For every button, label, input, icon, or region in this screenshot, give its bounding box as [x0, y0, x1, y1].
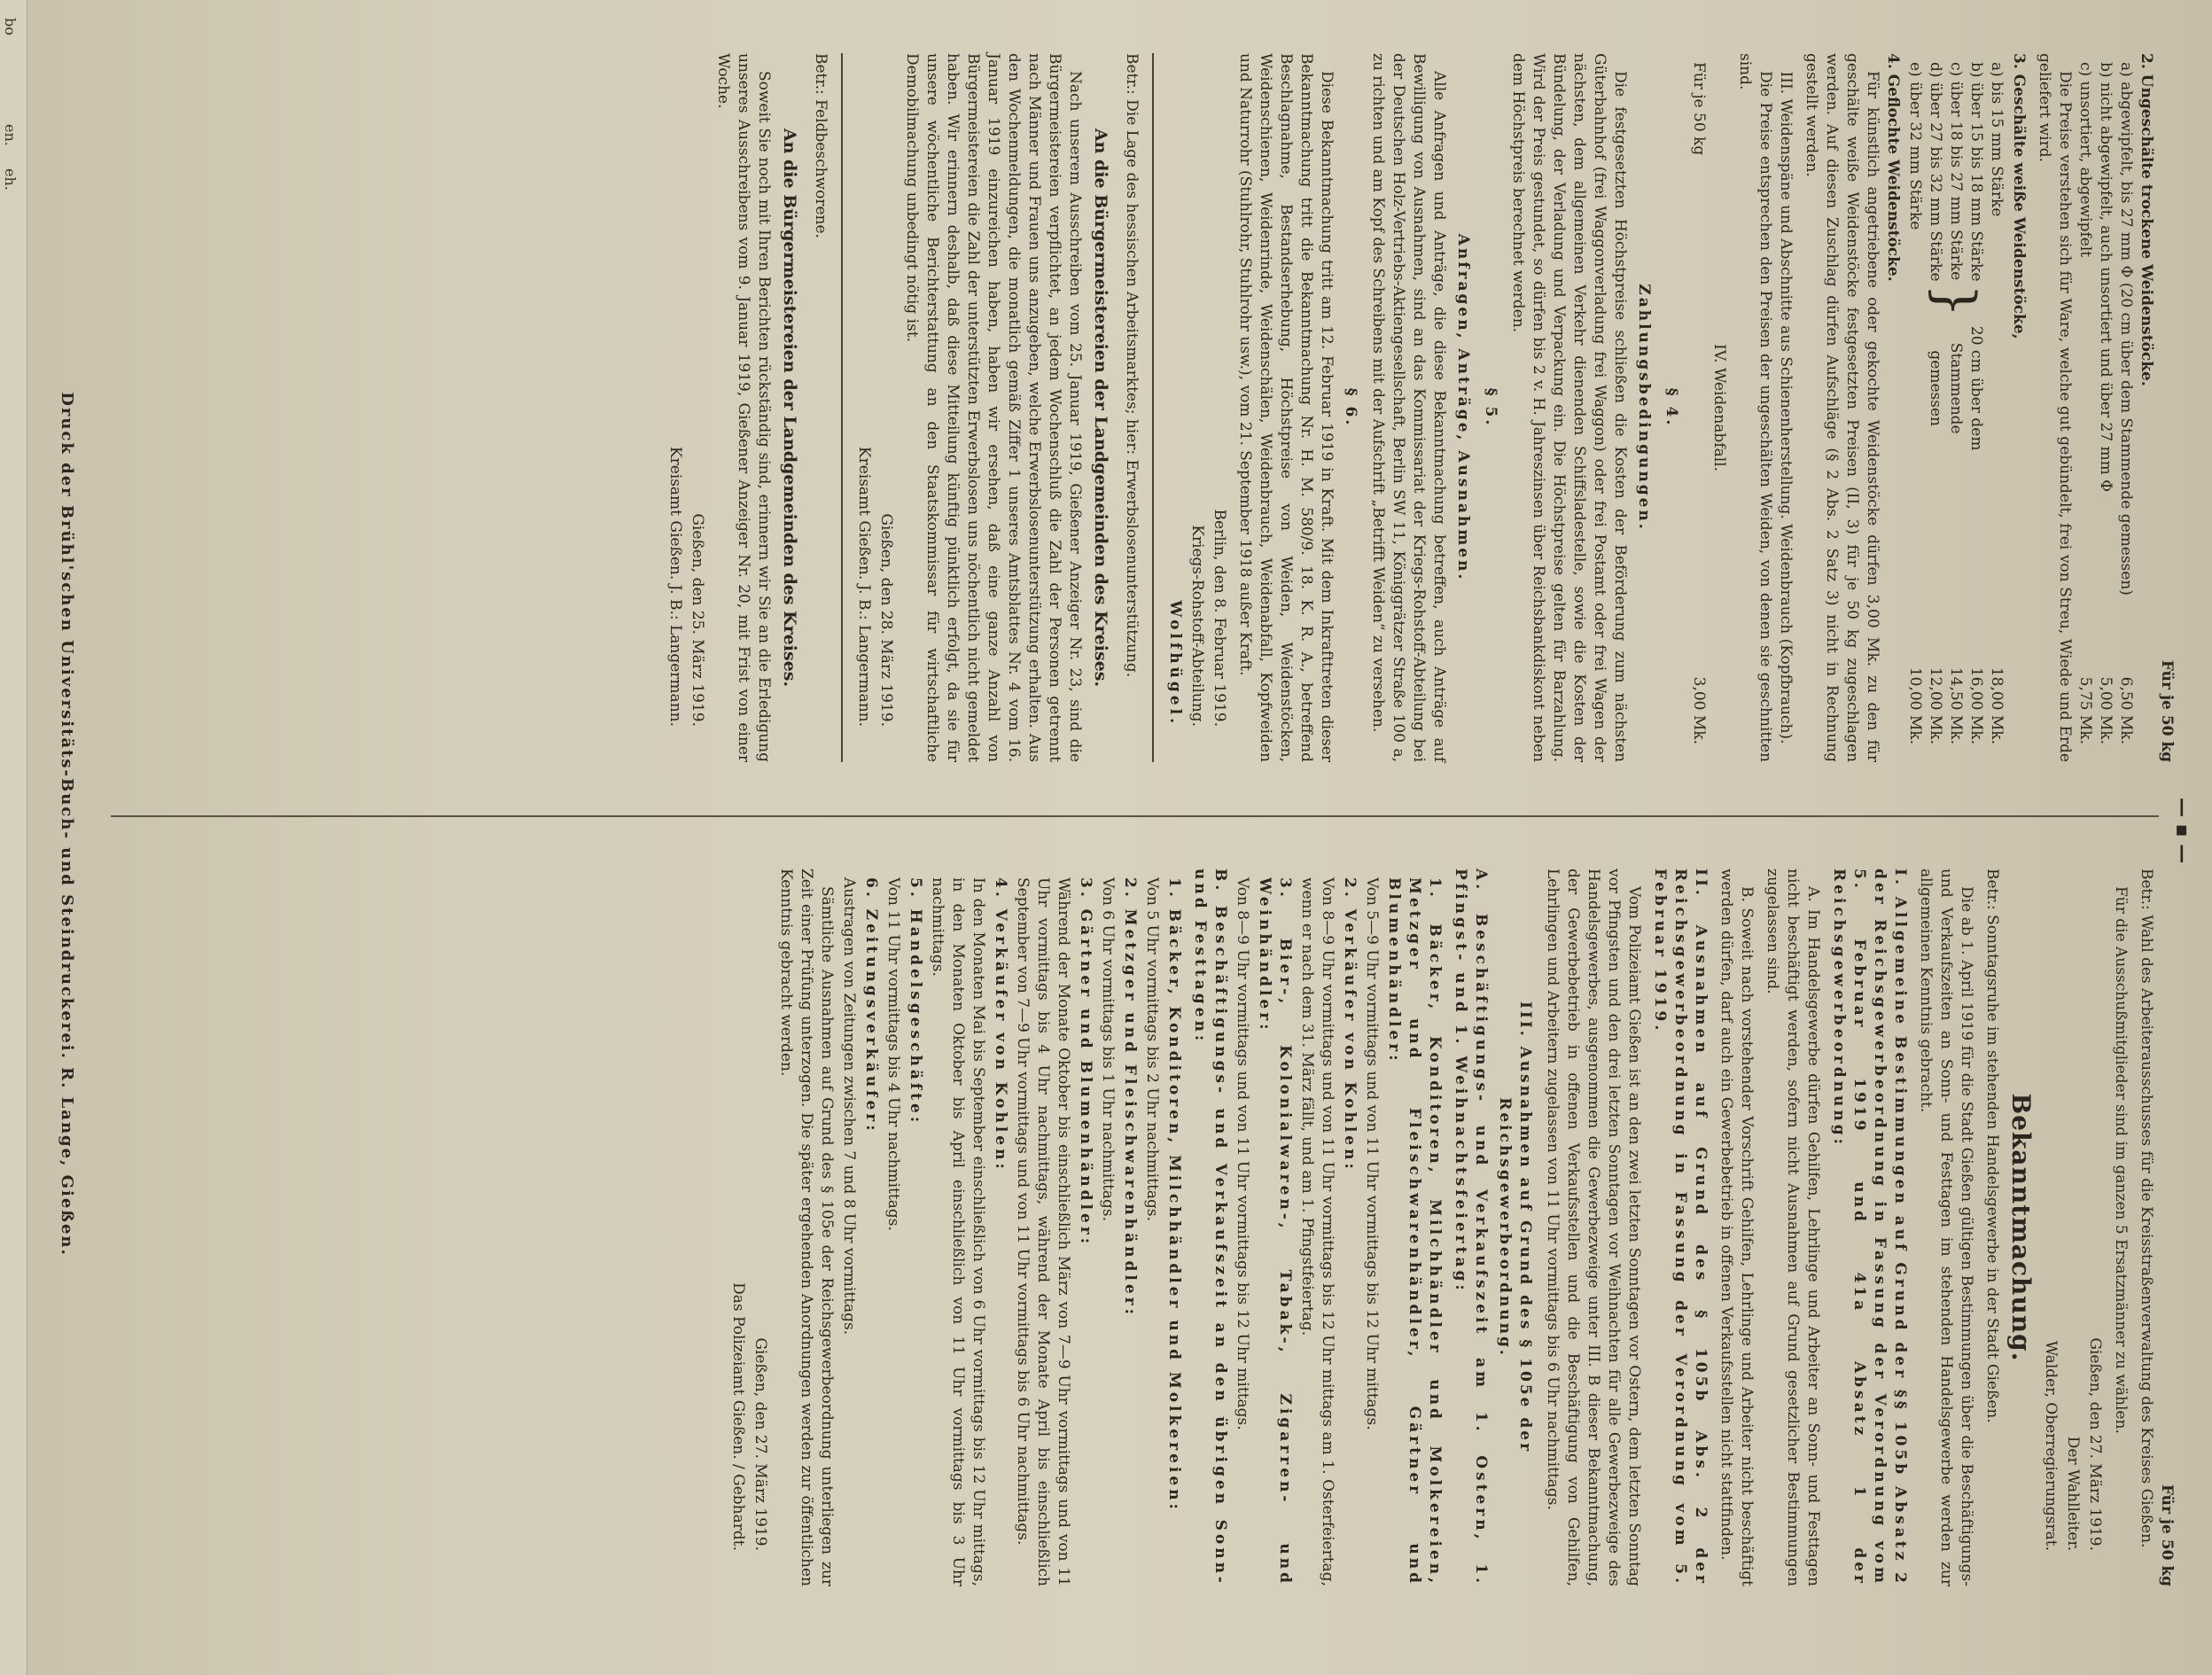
grade-item: e) über 32 mm Stärke: [1906, 62, 1924, 230]
item-text: a) abgewipfelt, bis 27 mm Φ (20 cm über dem Stammende gemessen): [2117, 62, 2135, 596]
list-item-text: Von 8—9 Uhr vormittags und von 11 Uhr vormittags bis 12 Uhr mittags.: [1234, 877, 1251, 1430]
per-50kg-header: Für je 50 kg: [2158, 1484, 2176, 1586]
section-rule: [1152, 53, 1154, 762]
intro-text: Die ab 1. April 1919 für die Stadt Gießen gültigen Bestimmungen über die Beschäftigungs- und Verkaufszeiten an Sonn- und Festtagen im stehenden Handelsgewerbe werden zur allgemeinen Kenntnis gebracht.: [1917, 869, 1975, 1586]
grade-price: 12,00 Mk.: [1927, 666, 1944, 744]
list-item-text: Von 6 Uhr vormittags bis 1 Uhr nachmittags.: [1099, 877, 1117, 1222]
list-item-title: 3. Bier-, Kolonialwaren-, Tabak-, Zigarren- und Weinhändler:: [1256, 877, 1294, 1586]
page-number-mark: — ▪ —: [2171, 798, 2194, 864]
notice-date: Gießen, den 25. März 1919.: [689, 513, 706, 727]
paragraph-number: § 4.: [1663, 387, 1680, 428]
column-divider: [111, 815, 2159, 817]
price-row: [1688, 53, 1709, 762]
grade-list: [1904, 62, 2006, 284]
item-price: 3,00 Mk.: [1690, 676, 1708, 744]
section-ii-title: II. Ausnahmen auf Grund des § 105b Abs. 2 der Reichsgewerbeordnung in Fassung der Verordnung vom 5. Februar 1919.: [1651, 869, 1710, 1586]
newspaper-page: [40, 0, 2212, 1675]
list-item-title: 5. Handelsgeschäfte:: [907, 877, 924, 1126]
notice-text: Nach unserem Ausschreiben vom 25. Januar 1919, Gießener Anzeiger Nr. 23, sind die Bürgermeistereien verpflichtet, an jedem Wochenschluß die Zahl der Personen getrennt nach Männer und Frauen uns anzugeben, welche Erwerbslosenunterstützung erhalten. Aus den Wochenmeldungen, die monatlich gemäß Ziffer 1 unseres Amtsblattes Nr. 4 vom 16. Januar 1919 einzureichen haben, haben wir ersehen, daß eine ganze Anzahl von Bürgermeistereien die Zahl der unterstützten Erwerbslosen uns nöchentlich nicht gemeldet haben. Wir erinnern deshalb, daß diese Mitteilung künftig pünktlich erfolgt, da sie für unsere wöchentliche Berichterstattung an den Staatskommissar für wirtschaftliche Demobilmachung unbedingt nötig ist.: [903, 53, 1084, 762]
section-2-title: 2. Ungeschälte trockene Weidenstöcke.: [2138, 53, 2155, 386]
rotated-page-content: [40, 0, 2212, 1675]
notice-subject: Betr.: Feldbeschworene.: [812, 53, 830, 238]
section-3-title: 3. Geschälte weiße Weidenstöcke,: [2010, 53, 2028, 339]
brace-glyph: }: [1924, 284, 1987, 318]
list-item-text: Austragen von Zeitungen zwischen 7 und 8 Uhr vormittags.: [840, 877, 858, 1336]
list-item-title: 1. Bäcker, Konditoren, Milchhändler und Molkereien:: [1165, 877, 1183, 1513]
paragraph-number: § 6.: [1342, 387, 1359, 428]
item-price: 6,50 Mk.: [2117, 676, 2135, 744]
list-item-title: 1. Bäcker, Konditoren, Milchhändler und Molkereien, Metzger und Fleischwarenhändler, Gärtner und Blumenhändler:: [1385, 877, 1444, 1586]
list-item-text: Während der Monate Oktober bis einschließlich März von 7—9 Uhr vormittags und von 11 Uhr vormittags bis 4 Uhr nachmittags, während der Monate April bis einschließlich September von 7—9 Uhr vormittags und von 11 Uhr vormittags bis 6 Uhr nachmittags.: [1014, 877, 1072, 1586]
notice-text: Für die Ausschußmitglieder sind im ganzen 5 Ersatzmänner zu wählen.: [2112, 886, 2130, 1434]
strip-fragment: en.: [2, 124, 19, 146]
notice-signature: Das Polizeiamt Gießen. / Gebhardt.: [729, 1282, 747, 1551]
list-item-text: Von 8—9 Uhr vormittags und von 11 Uhr vormittags bis 12 Uhr mittags am 1. Osterfeiertag, wenn er nach dem 31. März fällt, und am 1. Pfingstfeiertag.: [1298, 877, 1336, 1586]
list-item-text: Von 5 Uhr vormittags bis 2 Uhr nachmittags.: [1143, 877, 1161, 1222]
paragraph-heading: Anfragen, Anträge, Ausnahmen.: [1454, 233, 1472, 582]
strip-fragment: bo: [2, 18, 19, 35]
item-price: 5,00 Mk.: [2097, 676, 2115, 744]
section-iiib: B. Beschäftigungs- und Verkaufszeit an den übrigen Sonn- und Festtagen:: [1191, 869, 1229, 1586]
list-item-text: Von 11 Uhr vormittags bis 4 Uhr nachmittags.: [884, 877, 902, 1231]
item-price: 5,75 Mk.: [2076, 676, 2094, 744]
grade-table: [1904, 62, 2006, 762]
signature: Wolfhügel.: [1166, 600, 1184, 727]
section-2-note: Die Preise verstehen sich für Ware, welche gut gebündelt, frei von Streu, Wiede und Erde geliefert wird.: [2036, 53, 2074, 762]
paragraph-text: Die festgesetzten Höchstpreise schließen die Kosten der Beförderung zum nächsten Güterbahnhof (frei Waggonverladung frei Waggon) oder frei Postamt oder frei Wagen der nächsten, dem allgemeinen Verkehr dienenden Schiffsladestelle, sowie die Kosten der Bündelung, der Verladung und Verpackung ein. Die Höchstpreise gelten für Barzahlung. Wird der Preis gestundet, so dürfen bis 2 v. H. Jahreszinsen über Reichsbankdiskont neben dem Höchstpreis berechnet werden.: [1509, 53, 1629, 762]
paragraph-text: Diese Bekanntmachung tritt am 12. Februar 1919 in Kraft. Mit dem Inkrafttreten dieser Bekanntmachung tritt die Bekanntmachung Nr. H. M. 580/9. 18. K. R. A., betreffend Beschlagnahme, Bestandserhebung, Höchstpreise von Weiden, Weidenstöcken, Weidenschienen, Weidenrinde, Weidenschälen, Weidenbrauch, Weidenabfall, Kopfweiden und Naturrohr (Stuhlrohr, Stuhlrohr usw.), vom 21. September 1918 außer Kraft.: [1236, 53, 1336, 762]
closing-text: Sämtliche Ausnahmen auf Grund des § 105e der Reichsgewerbeordnung unterliegen zur Zeit einer Prüfung unterzogen. Die später ergehenden Anordnungen werden zur öffentlichen Kenntnis gebracht werden.: [777, 869, 836, 1586]
item-text: Für je 50 kg: [1690, 62, 1708, 156]
grade-price: 16,00 Mk.: [1967, 666, 1985, 744]
section-rule: [841, 53, 843, 762]
section-ii-text: Vom Polizeiamt Gießen ist an den zwei letzten Sonntagen vor Ostern, dem letzten Sonntag vor Pfingsten und den drei letzten Sonntagen vor Weihnachten für alle Gewerbezweige des Handelsgewerbes, ausgenommen die Gewerbezweige unter III. B dieser Bekanntmachung, der Gewerbebetrieb in offenen Verkaufsstellen und die Beschäftigung von Gehilfen, Lehrlingen und Arbeitern zugelassen von 11 Uhr vormittags bis 6 Uhr nachmittags.: [1544, 869, 1643, 1586]
notice-date: Gießen, den 27. März 1919.: [2086, 1337, 2104, 1551]
notice-address: An die Bürgermeistereien der Landgemeinden des Kreises.: [1091, 128, 1110, 688]
left-column: [66, 53, 2177, 762]
adjacent-page-strip: [0, 0, 27, 1675]
printer-imprint: Druck der Brühl'schen Universitäts-Buch- und Steindruckerei. R. Lange, Gießen.: [58, 392, 76, 1257]
measurement-note: 20 cm über dem Stammende gemessen: [1927, 325, 1985, 451]
notice-subject: Betr.: Die Lage des hessischen Arbeitsmarktes; hier: Erwerbslosenunterstützung.: [1123, 53, 1141, 678]
section-iii-title: III. Ausnahmen auf Grund des § 105e der Reichsgewerbeordnung.: [1496, 1001, 1534, 1454]
grade-prices: [1904, 459, 2006, 762]
list-item-title: 2. Verkäufer von Kohlen:: [1341, 877, 1359, 1172]
list-item-text: In den Monaten Mai bis September einschließlich von 6 Uhr vormittags bis 12 Uhr mittags, in den Monaten Oktober bis April einschließlich von 11 Uhr vormittags bis 3 Uhr nachmittags.: [929, 877, 987, 1586]
grade-item: a) bis 15 mm Stärke: [1988, 62, 2006, 217]
section-4-text: Für künstlich angetriebene oder gekochte Weidenstöcke dürfen 3,00 Mk. zu den für geschälte weiße Weidenstöcke festgesetzten Preisen (II, 3) für je 50 kg zugeschlagen werden. Auf diesen Zuschlag dürfen Aufschläge (§ 2 Abs. 2 Satz 3) nicht in Rechnung gestellt werden.: [1803, 53, 1881, 762]
paragraph-heading: Zahlungsbedingungen.: [1635, 284, 1653, 532]
notice-signature: Walder, Oberregierungsrat.: [2042, 1340, 2060, 1551]
section-iii-note: Die Preise entsprechen den Preisen der ungeschälten Weiden, von denen sie geschnitten sind.: [1736, 53, 1774, 762]
grade-price: 14,50 Mk.: [1947, 666, 1965, 744]
place-date: Berlin, den 8. Februar 1919.: [1211, 509, 1228, 727]
grade-item: c) über 18 bis 27 mm Stärke: [1947, 62, 1965, 281]
section-4-title: 4. Geflochte Weidenstöcke.: [1884, 53, 1902, 282]
notice-signature: Kreisamt Gießen. J. B.: Langermann.: [666, 446, 684, 727]
grade-item: d) über 27 bis 32 mm Stärke: [1927, 62, 1944, 282]
section-iiia: A. Beschäftigungs- und Verkaufszeit am 1. Ostern, 1. Pfingst- und 1. Weihnachtsfeiertag:: [1452, 869, 1490, 1586]
notice-role: Der Wahlleiter.: [2064, 1436, 2082, 1551]
grade-price: 18,00 Mk.: [1988, 666, 2006, 744]
notice-subject: Betr.: Wahl des Arbeiterausschusses für die Kreisstraßenverwaltung des Kreises Gießen.: [2138, 869, 2155, 1548]
list-item-title: 3. Gärtner und Blumenhändler:: [1077, 877, 1094, 1248]
item-text: b) nicht abgewipfelt, auch unsortiert und über 27 mm Φ: [2097, 62, 2115, 493]
notice-date: Gießen, den 28. März 1919.: [877, 513, 895, 727]
strip-fragment: eh.: [2, 168, 19, 191]
notice-signature: Kreisamt Gießen. J. B.: Langermann.: [855, 446, 873, 727]
section-i-title: I. Allgemeine Bestimmungen auf Grund der §§ 105b Absatz 2 der Reichsgewerbeordnung in Fassung der Verordnung vom 5. Februar 1919 und 41a Absatz 1 der Reichsgewerbeordnung:: [1830, 869, 1909, 1586]
price-row: [2075, 53, 2095, 762]
notice-address: An die Bürgermeistereien der Landgemeinden des Kreises.: [780, 128, 799, 688]
office-name: Kriegs-Rohstoff-Abteilung.: [1188, 525, 1206, 727]
paragraph-text: Alle Anfragen und Anträge, die diese Bekanntmachung betreffen, auch Anträge auf Bewilligung von Ausnahmen, sind an das Kommissariat der Kriegs-Rohstoff-Abteilung bei der Deutschen Holz-Vertriebs-Aktiengesellschaft, Berlin SW 11, Königgrätzer Straße 100 a, zu richten und am Kopf des Schreibens mit der Aufschrift „Betrifft Weiden“ zu versehen.: [1369, 53, 1448, 762]
list-item-title: 6. Zeitungsverkäufer:: [862, 877, 880, 1134]
list-item-text: Von 5—9 Uhr vormittags und von 11 Uhr vormittags bis 12 Uhr mittags.: [1363, 877, 1381, 1430]
section-iii-title: III. Weidenspäne und Abschnitte aus Schienenherstellung. Weidenbrauch (Kopfbrauch).: [1777, 71, 1795, 744]
item-text: c) unsortiert, abgewipfelt: [2076, 62, 2094, 258]
price-row: [2095, 53, 2115, 762]
grade-price: 10,00 Mk.: [1906, 666, 1924, 744]
paragraph-number: § 5.: [1482, 387, 1499, 428]
right-column: [66, 869, 2177, 1586]
price-row: [2115, 53, 2136, 762]
section-iv-title: IV. Weidenabfall.: [1710, 343, 1728, 472]
grade-item: b) über 15 bis 18 mm Stärke: [1967, 62, 1985, 282]
notice-text: Soweit Sie noch mit Ihren Berichten rückständig sind, erinnern wir Sie an die Erledigung unseres Ausschreibens vom 9. Januar 1919, Gießener Anzeiger Nr. 20, mit Frist von einer Woche.: [714, 53, 773, 762]
list-item-title: 4. Verkäufer von Kohlen:: [992, 877, 1009, 1172]
list-item-title: 2. Metzger und Fleischwarenhändler:: [1121, 877, 1139, 1318]
announcement-heading: Bekanntmachung.: [2006, 1093, 2036, 1362]
per-50kg-header: Für je 50 kg: [2158, 659, 2176, 762]
notice-date: Gießen, den 27. März 1919.: [752, 1337, 769, 1551]
notice-subject: Betr.: Sonntagsruhe im stehenden Handelsgewerbe in der Stadt Gießen.: [1983, 869, 2001, 1423]
section-ia: A. Im Handelsgewerbe dürfen Gehilfen, Lehrlinge und Arbeiter an Sonn- und Festtagen nicht beschäftigt werden, sofern nicht Ausnahmen auf Grund gesetzlicher Bestimmungen zugelassen sind.: [1764, 869, 1822, 1586]
section-ib: B. Soweit nach vorstehender Vorschrift Gehilfen, Lehrlinge und Arbeiter nicht beschäftigt werden dürfen, darf auch ein Gewerbebetrieb in offenen Verkaufsstellen nicht stattfinden.: [1717, 869, 1756, 1586]
